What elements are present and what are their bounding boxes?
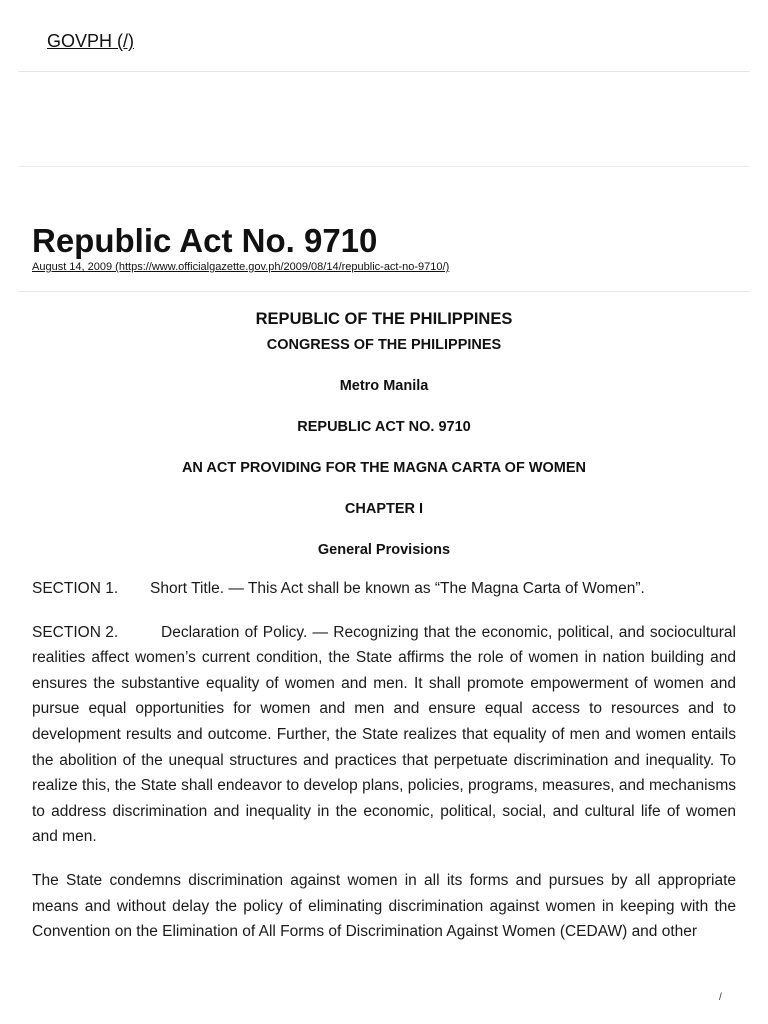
location-heading: Metro Manila xyxy=(339,378,429,394)
section-2-label: SECTION 2. xyxy=(32,623,119,641)
page-marker: / xyxy=(719,992,722,1003)
page-title: Republic Act No. 9710 xyxy=(32,222,378,259)
govph-home-link[interactable]: GOVPH (/) xyxy=(47,31,135,51)
paragraph-3: The State condemns discrimination against women in all its forms and pursues by all appropriate means and without delay the policy of eliminating discrimination against women in keeping with the Convention on the Elimination of All Forms of Discrimination Against Women (CEDAW) and other xyxy=(32,871,736,941)
congress-heading: CONGRESS OF THE PHILIPPINES xyxy=(266,337,502,353)
act-title-heading: AN ACT PROVIDING FOR THE MAGNA CARTA OF WOMEN xyxy=(181,460,587,476)
chapter-title-heading: General Provisions xyxy=(317,542,451,558)
document-body xyxy=(32,306,736,945)
section-1-text: Short Title. — This Act shall be known as “The Magna Carta of Women”. xyxy=(150,580,645,597)
section-2-text: Declaration of Policy. — Recognizing that the economic, political, and sociocultural realities affect women’s current condition, the State affirms the role of women in nation building and ensures the substantive equality of women and men. It shall promote empowerment of women and pursue equal opportunities for women and men and ensure equal access to resources and to development results and outcome. Further, the State realizes that equality of men and women entails the abolition of the unequal structures and practices that perpetuate discrimination and inequality. To realize this, the State shall endeavor to develop plans, policies, programs, measures, and mechanisms to address discrimination and inequality in the economic, political, social, and cultural life of women and men. xyxy=(32,623,736,846)
republic-heading: REPUBLIC OF THE PHILIPPINES xyxy=(255,310,513,328)
section-1-paragraph xyxy=(32,576,736,602)
article-date-link[interactable]: August 14, 2009 (https://www.officialgazette.gov.ph/2009/08/14/republic-act-no-9710/) xyxy=(32,261,450,273)
act-number-heading: REPUBLIC ACT NO. 9710 xyxy=(297,419,471,435)
section-2-paragraph xyxy=(32,620,736,850)
section-1-label: SECTION 1. xyxy=(32,580,119,597)
article-header xyxy=(18,166,750,292)
top-navigation-bar xyxy=(18,0,750,72)
chapter-heading: CHAPTER I xyxy=(344,501,424,517)
banner-space xyxy=(18,71,750,167)
